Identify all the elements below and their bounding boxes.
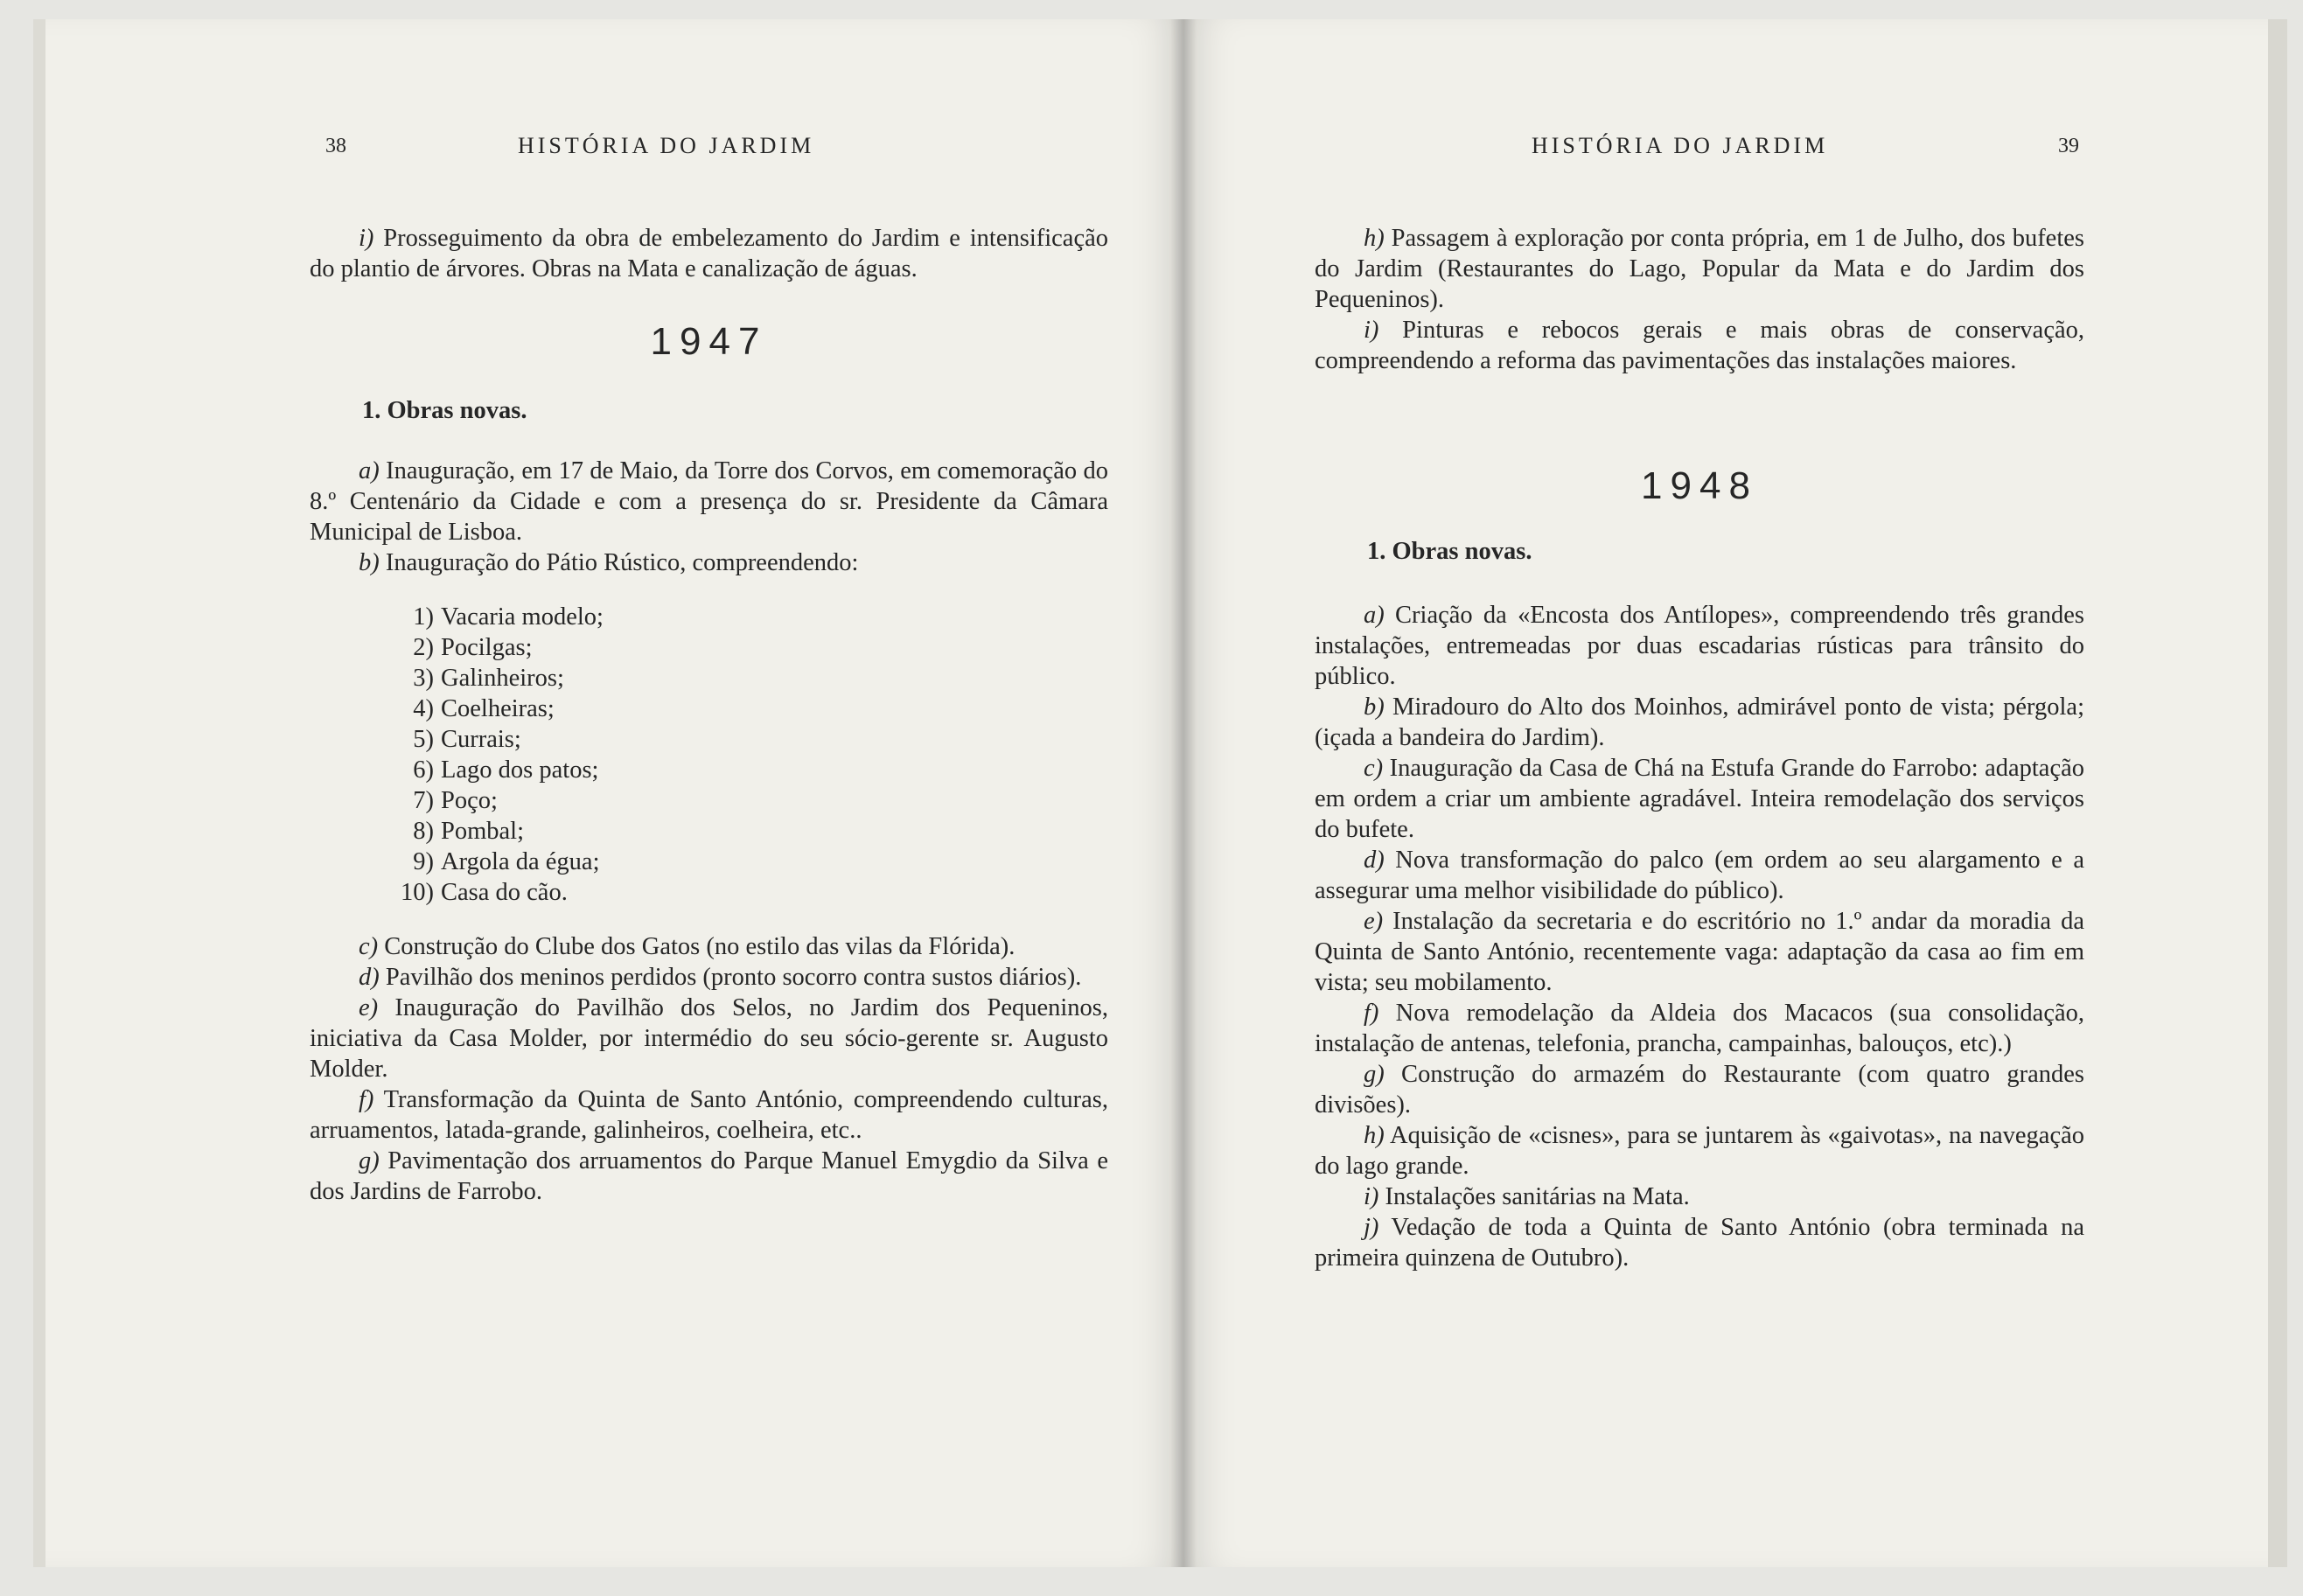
right-page [1183, 19, 2287, 1567]
list-item [1315, 906, 2084, 998]
item-letter: g) [1364, 1061, 1385, 1088]
item-letter: a) [359, 457, 380, 484]
left-page-number: 38 [325, 135, 346, 157]
list-item [310, 602, 1108, 632]
left-page-body [310, 223, 1108, 1207]
list-item [1315, 692, 2084, 753]
item-text: Currais; [441, 726, 521, 753]
list-item [310, 816, 1108, 847]
list-item [1315, 845, 2084, 906]
item-letter: i) [1364, 1183, 1379, 1210]
paragraph-i: i) Prosseguimento da obra de embelezamento do Jardim e intensificação do plantio de árvores. Obras na Mata e canalização de águas. [310, 225, 1108, 282]
item-letter: d) [1364, 847, 1385, 874]
item-text: Vacaria modelo; [441, 603, 604, 631]
item-text: Miradouro do Alto dos Moinhos, admirável ponto de vista; pérgola; (içada a bandeira do Jardim). [1315, 693, 2084, 751]
list-item [310, 962, 1108, 993]
left-running-head: HISTÓRIA DO JARDIM [518, 133, 815, 158]
item-text: Casa do cão. [441, 879, 568, 906]
right-page-body [1315, 223, 2084, 1273]
list-item [1315, 1212, 2084, 1273]
list-item [310, 755, 1108, 785]
items-h-i [1315, 223, 2084, 376]
item-text: Inauguração do Pavilhão dos Selos, no Jardim dos Pequeninos, iniciativa da Casa Molder, por intermédio do seu sócio-gerente sr. Augusto Molder. [310, 994, 1108, 1083]
item-text: Instalação da secretaria e do escritório no 1.º andar da moradia da Quinta de Santo António, recentemente vaga: adaptação da casa ao fim em vista; seu mobilamento. [1315, 908, 2084, 996]
year-heading-1947: 1947 [650, 320, 768, 363]
list-item [1315, 1181, 2084, 1212]
item-number: 6) [413, 756, 434, 784]
item-number: 8) [413, 818, 434, 845]
item-text: Poço; [441, 787, 498, 814]
list-item [310, 993, 1108, 1084]
item-text: Inauguração, em 17 de Maio, da Torre dos Corvos, em comemoração do 8.º Centenário da Cidade e com a presença do sr. Presidente da Câmara Municipal de Lisboa. [310, 457, 1108, 546]
item-letter: b) [359, 549, 380, 576]
list-item [310, 663, 1108, 693]
item-text: Pavilhão dos meninos perdidos (pronto socorro contra sustos diários). [379, 964, 1082, 991]
item-letter: c) [1364, 755, 1384, 782]
item-number: 3) [413, 665, 434, 692]
book-gutter [1170, 19, 1197, 1567]
item-number: 4) [413, 695, 434, 722]
item-number: 9) [413, 848, 434, 875]
list-item [1315, 1059, 2084, 1120]
year-heading-1948: 1948 [1641, 464, 1758, 507]
list-item [310, 1146, 1108, 1207]
list-item [1315, 223, 2084, 315]
item-letter: f) [1364, 1000, 1379, 1027]
item-number: 2) [413, 634, 434, 661]
list-item [1315, 600, 2084, 692]
list-item [310, 547, 1108, 578]
right-page-number: 39 [2058, 135, 2079, 157]
item-text: Pinturas e rebocos gerais e mais obras de conservação, compreendendo a reforma das pavimentações das instalações maiores. [1315, 317, 2084, 374]
list-item [1315, 315, 2084, 376]
item-text: Criação da «Encosta dos Antílopes», compreendendo três grandes instalações, entremeadas por duas escadarias rústicas para trânsito do público. [1315, 602, 2084, 690]
item-text: Pocilgas; [441, 634, 533, 661]
list-item [310, 1084, 1108, 1146]
list-item [310, 632, 1108, 663]
section-heading: 1. Obras novas. [1367, 538, 1532, 565]
item-letter: g) [359, 1147, 380, 1174]
item-text: Instalações sanitárias na Mata. [1378, 1183, 1690, 1210]
item-number: 5) [413, 726, 434, 753]
item-letter: a) [1364, 602, 1385, 629]
item-number: 10) [401, 879, 434, 906]
item-letter: c) [359, 933, 379, 960]
right-running-head: HISTÓRIA DO JARDIM [1532, 133, 1829, 158]
list-item [310, 847, 1108, 877]
item-number: 1) [413, 603, 434, 631]
item-letter: h) [1364, 1122, 1385, 1149]
item-letter: h) [1364, 225, 1385, 252]
item-text: Galinheiros; [441, 665, 564, 692]
item-text: Construção do Clube dos Gatos (no estilo das vilas da Flórida). [378, 933, 1015, 960]
item-text: Vedação de toda a Quinta de Santo António (obra terminada na primeira quinzena de Outubro). [1315, 1214, 2084, 1272]
item-text: Pombal; [441, 818, 525, 845]
item-text: Argola da égua; [441, 848, 600, 875]
patio-rustico-list [310, 602, 1108, 908]
section-heading: 1. Obras novas. [362, 397, 527, 424]
item-text: Pavimentação dos arruamentos do Parque Manuel Emygdio da Silva e dos Jardins de Farrobo. [310, 1147, 1108, 1205]
item-letter: j) [1364, 1214, 1379, 1241]
item-text: Inauguração do Pátio Rústico, compreendendo: [379, 549, 859, 576]
item-letter: b) [1364, 693, 1385, 721]
item-text: Transformação da Quinta de Santo António, compreendendo culturas, arruamentos, latada-grande, galinheiros, coelheira, etc.. [310, 1086, 1108, 1144]
left-page [33, 19, 1183, 1567]
list-item [310, 724, 1108, 755]
items-a-b [310, 456, 1108, 578]
list-item [310, 693, 1108, 724]
item-letter: i) [1364, 317, 1379, 344]
list-item [310, 931, 1108, 962]
item-letter: f) [359, 1086, 374, 1113]
list-item [310, 877, 1108, 908]
items-c-g [310, 931, 1108, 1207]
item-letter: e) [1364, 908, 1384, 935]
item-text: Aquisição de «cisnes», para se juntarem às «gaivotas», na navegação do lago grande. [1315, 1122, 2084, 1180]
item-text: Inauguração da Casa de Chá na Estufa Grande do Farrobo: adaptação em ordem a criar um ambiente agradável. Inteira remodelação dos serviços do bufete. [1315, 755, 2084, 843]
list-item [1315, 998, 2084, 1059]
item-number: 7) [413, 787, 434, 814]
item-letter: d) [359, 964, 380, 991]
item-text: Nova transformação do palco (em ordem ao seu alargamento e a assegurar uma melhor visibilidade do público). [1315, 847, 2084, 904]
item-text: Coelheiras; [441, 695, 555, 722]
list-item [310, 456, 1108, 547]
item-text: Construção do armazém do Restaurante (com quatro grandes divisões). [1315, 1061, 2084, 1119]
list-item [310, 785, 1108, 816]
open-book [33, 19, 2269, 1576]
items-a-j [1315, 600, 2084, 1273]
list-item [1315, 753, 2084, 845]
item-text: Lago dos patos; [441, 756, 599, 784]
item-letter: e) [359, 994, 379, 1021]
item-text: Nova remodelação da Aldeia dos Macacos (sua consolidação, instalação de antenas, telefonia, prancha, campainhas, balouços, etc).) [1315, 1000, 2084, 1057]
item-text: Passagem à exploração por conta própria, em 1 de Julho, dos bufetes do Jardim (Restaurantes do Lago, Popular da Mata e do Jardim dos Pequeninos). [1315, 225, 2084, 313]
list-item [1315, 1120, 2084, 1181]
